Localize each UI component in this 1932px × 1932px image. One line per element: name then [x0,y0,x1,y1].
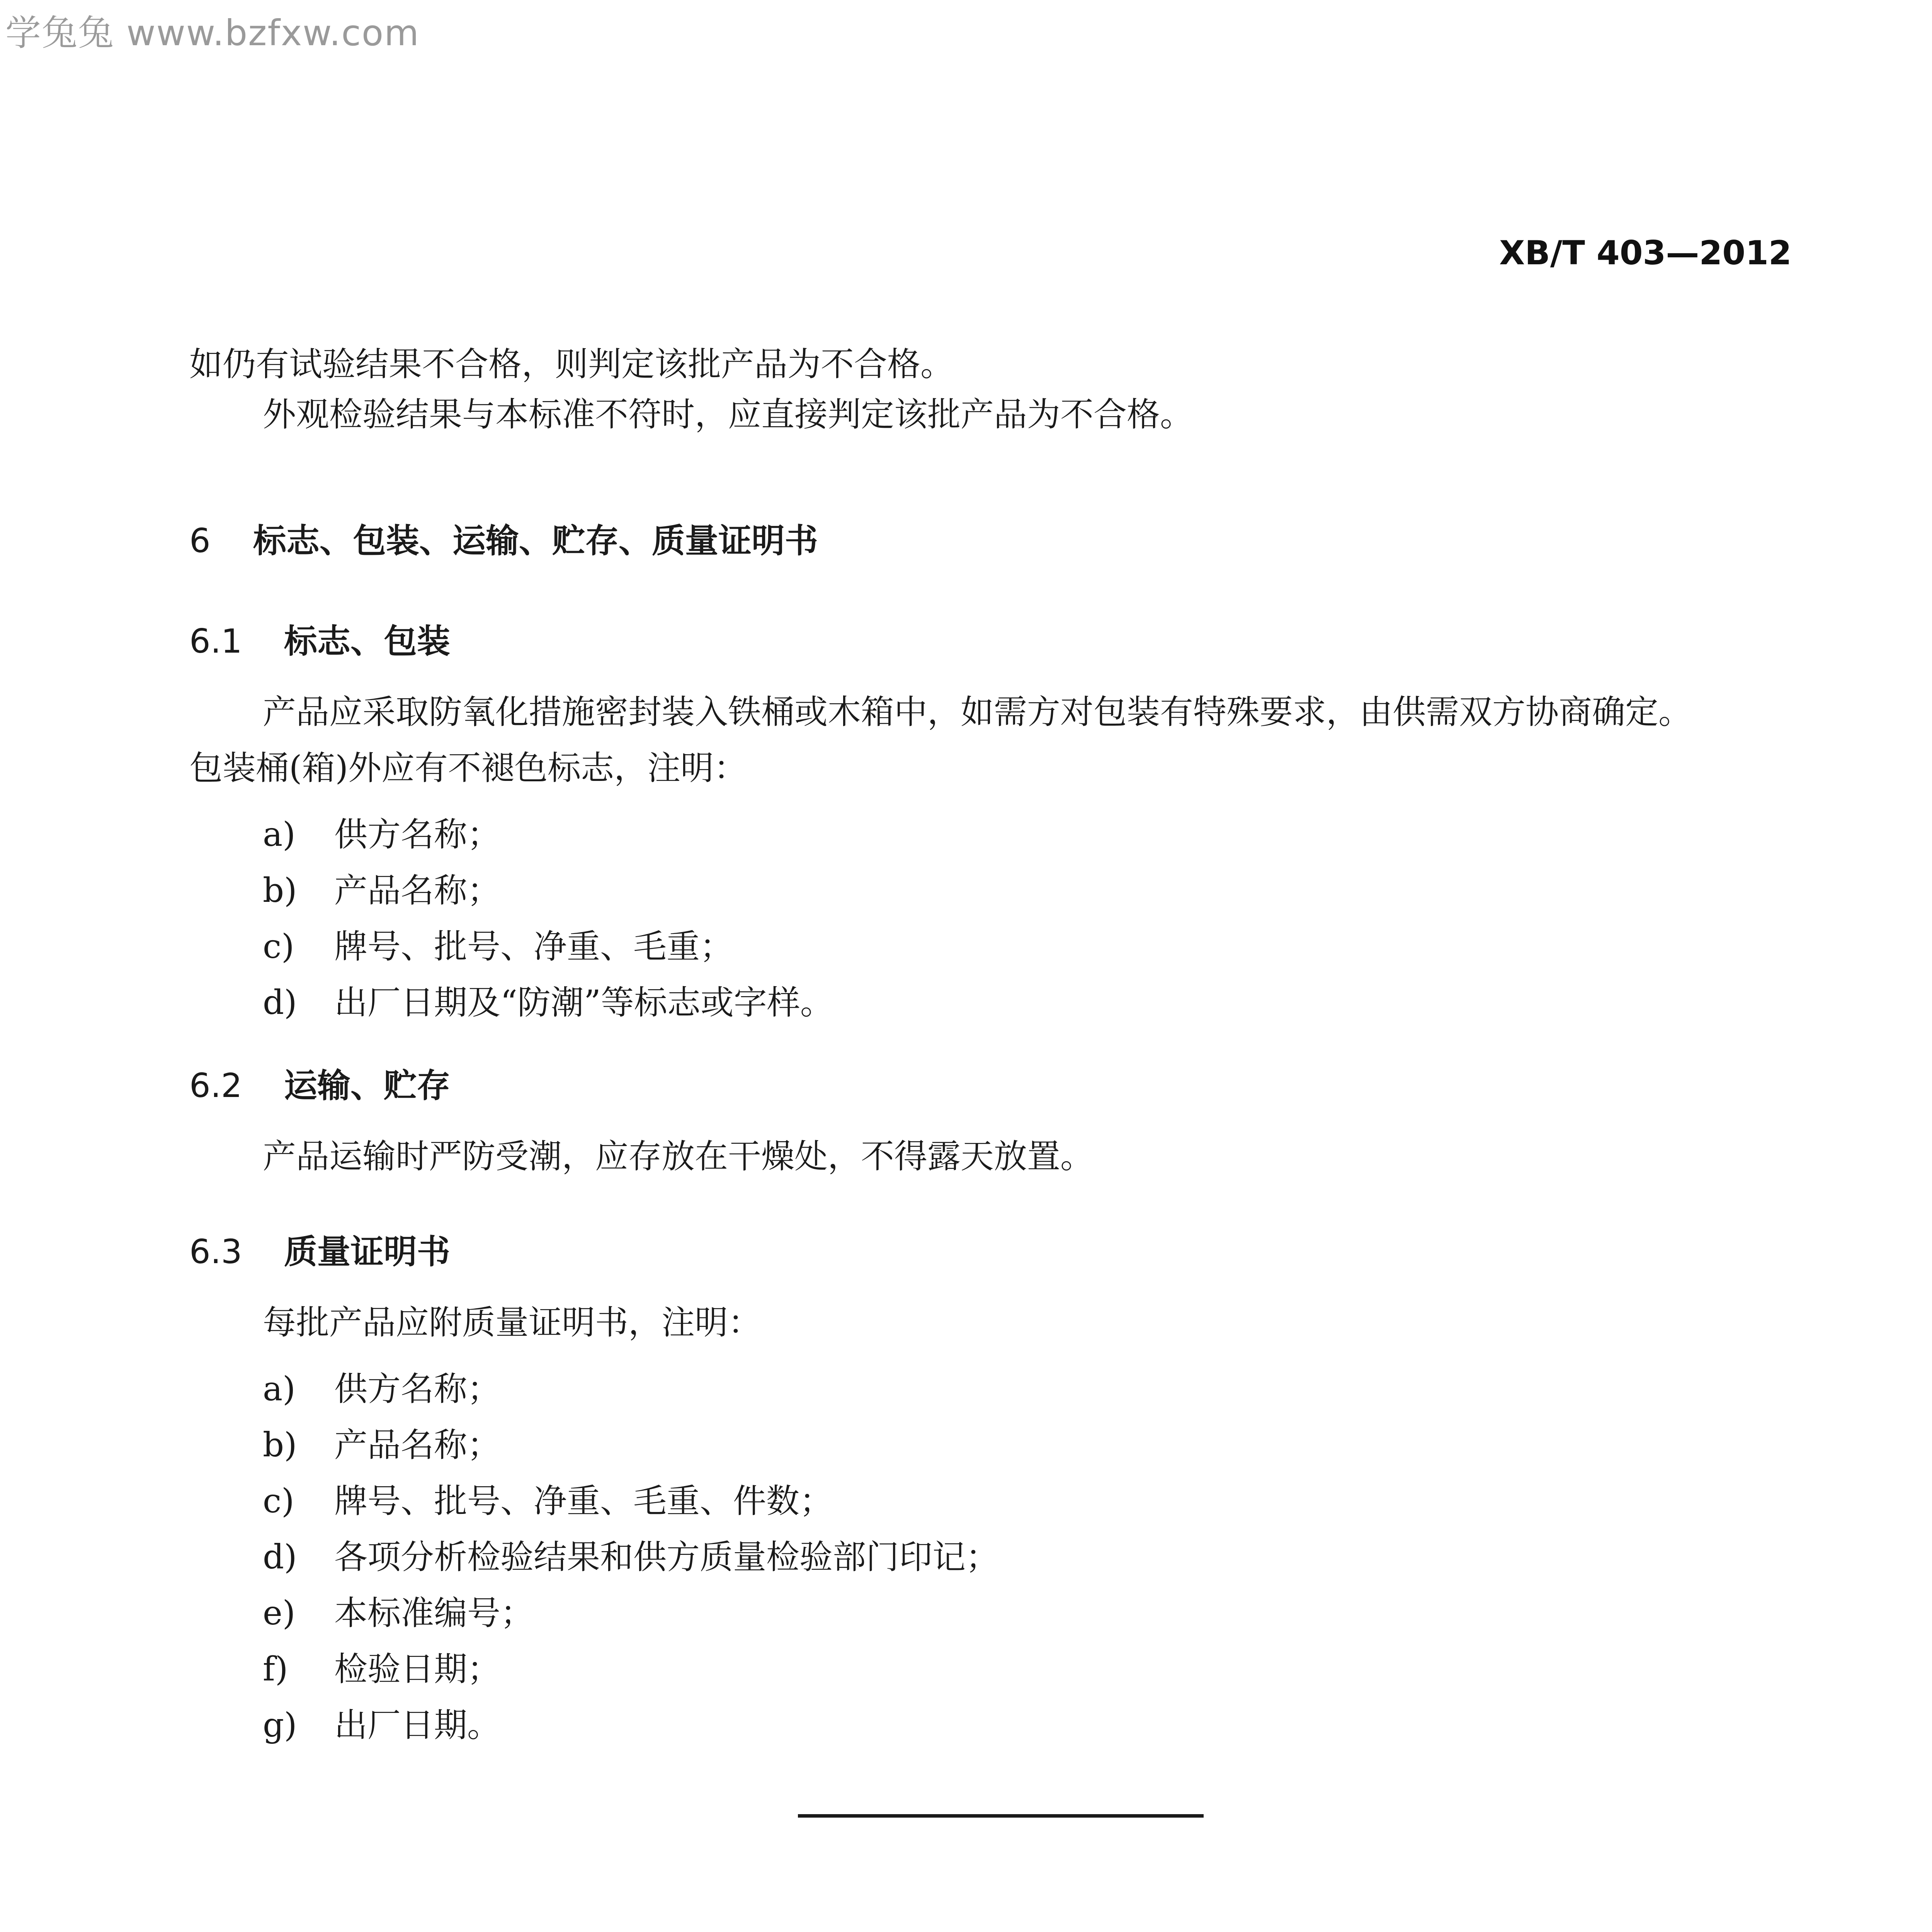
list-item-text: 供方名称； [334,1370,500,1408]
section-6-1-item-b [263,864,500,912]
section-6-1-heading [189,614,450,662]
list-marker: g) [263,1706,297,1745]
list-item-text: 供方名称； [334,815,500,854]
section-6-3-para: 每批产品应附质量证明书，注明： [263,1303,761,1342]
list-marker: c) [263,927,294,966]
section-6-2-title: 运输、贮存 [284,1066,450,1105]
section-6-3-number: 6.3 [189,1233,242,1271]
list-item-text: 牌号、批号、净重、毛重； [334,927,733,966]
section-6-1-para-line-1: 产品应采取防氧化措施密封装入铁桶或木箱中，如需方对包装有特殊要求，由供需双方协商确定。 [263,693,1692,731]
list-item-text: 产品名称； [334,1426,500,1464]
list-item-text: 本标准编号； [334,1594,534,1633]
list-item-text: 牌号、批号、净重、毛重、件数； [334,1482,833,1520]
section-6-1-item-a [263,808,500,855]
section-6-heading [189,514,818,562]
list-marker: c) [263,1482,294,1520]
section-6-3-item-c [263,1474,833,1522]
section-6-number: 6 [189,522,211,560]
list-item-text: 检验日期； [334,1650,500,1689]
section-6-3-item-e [263,1586,534,1634]
section-6-3-item-b [263,1418,500,1466]
section-6-2-heading [189,1059,450,1107]
list-marker: d) [263,1538,297,1577]
section-6-3-item-a [263,1362,500,1410]
list-marker: e) [263,1594,296,1633]
end-of-standard-rule [798,1814,1204,1818]
section-6-2-number: 6.2 [189,1066,242,1105]
list-marker: b) [263,871,297,910]
section-6-1-item-c [263,920,733,968]
list-marker: d) [263,983,297,1022]
section-6-3-heading [189,1225,450,1273]
list-marker: a) [263,815,296,854]
list-item-text: 产品名称； [334,871,500,910]
list-item-text: 出厂日期。 [334,1706,500,1745]
section-6-2-para: 产品运输时严防受潮，应存放在干燥处，不得露天放置。 [263,1137,1094,1176]
list-marker: b) [263,1426,297,1464]
section-6-1-number: 6.1 [189,622,242,661]
watermark-text: 学兔兔 www.bzfxw.com [5,12,420,54]
intro-line-1: 如仍有试验结果不合格，则判定该批产品为不合格。 [189,345,954,384]
section-6-1-title: 标志、包装 [284,622,450,661]
section-6-3-item-g [263,1698,500,1746]
section-6-1-item-d [263,976,833,1024]
section-6-1-para-line-2: 包装桶(箱)外应有不褪色标志，注明： [189,749,747,787]
section-6-3-item-f [263,1642,500,1690]
list-marker: a) [263,1370,296,1408]
standard-code: XB/T 403—2012 [1499,234,1792,272]
list-marker: f) [263,1650,288,1689]
section-6-title: 标志、包装、运输、贮存、质量证明书 [253,521,818,560]
intro-line-2: 外观检验结果与本标准不符时，应直接判定该批产品为不合格。 [263,395,1193,434]
section-6-3-title: 质量证明书 [284,1232,450,1271]
list-item-text: 出厂日期及“防潮”等标志或字样。 [334,983,833,1022]
list-item-text: 各项分析检验结果和供方质量检验部门印记； [334,1538,999,1577]
section-6-3-item-d [263,1530,999,1578]
